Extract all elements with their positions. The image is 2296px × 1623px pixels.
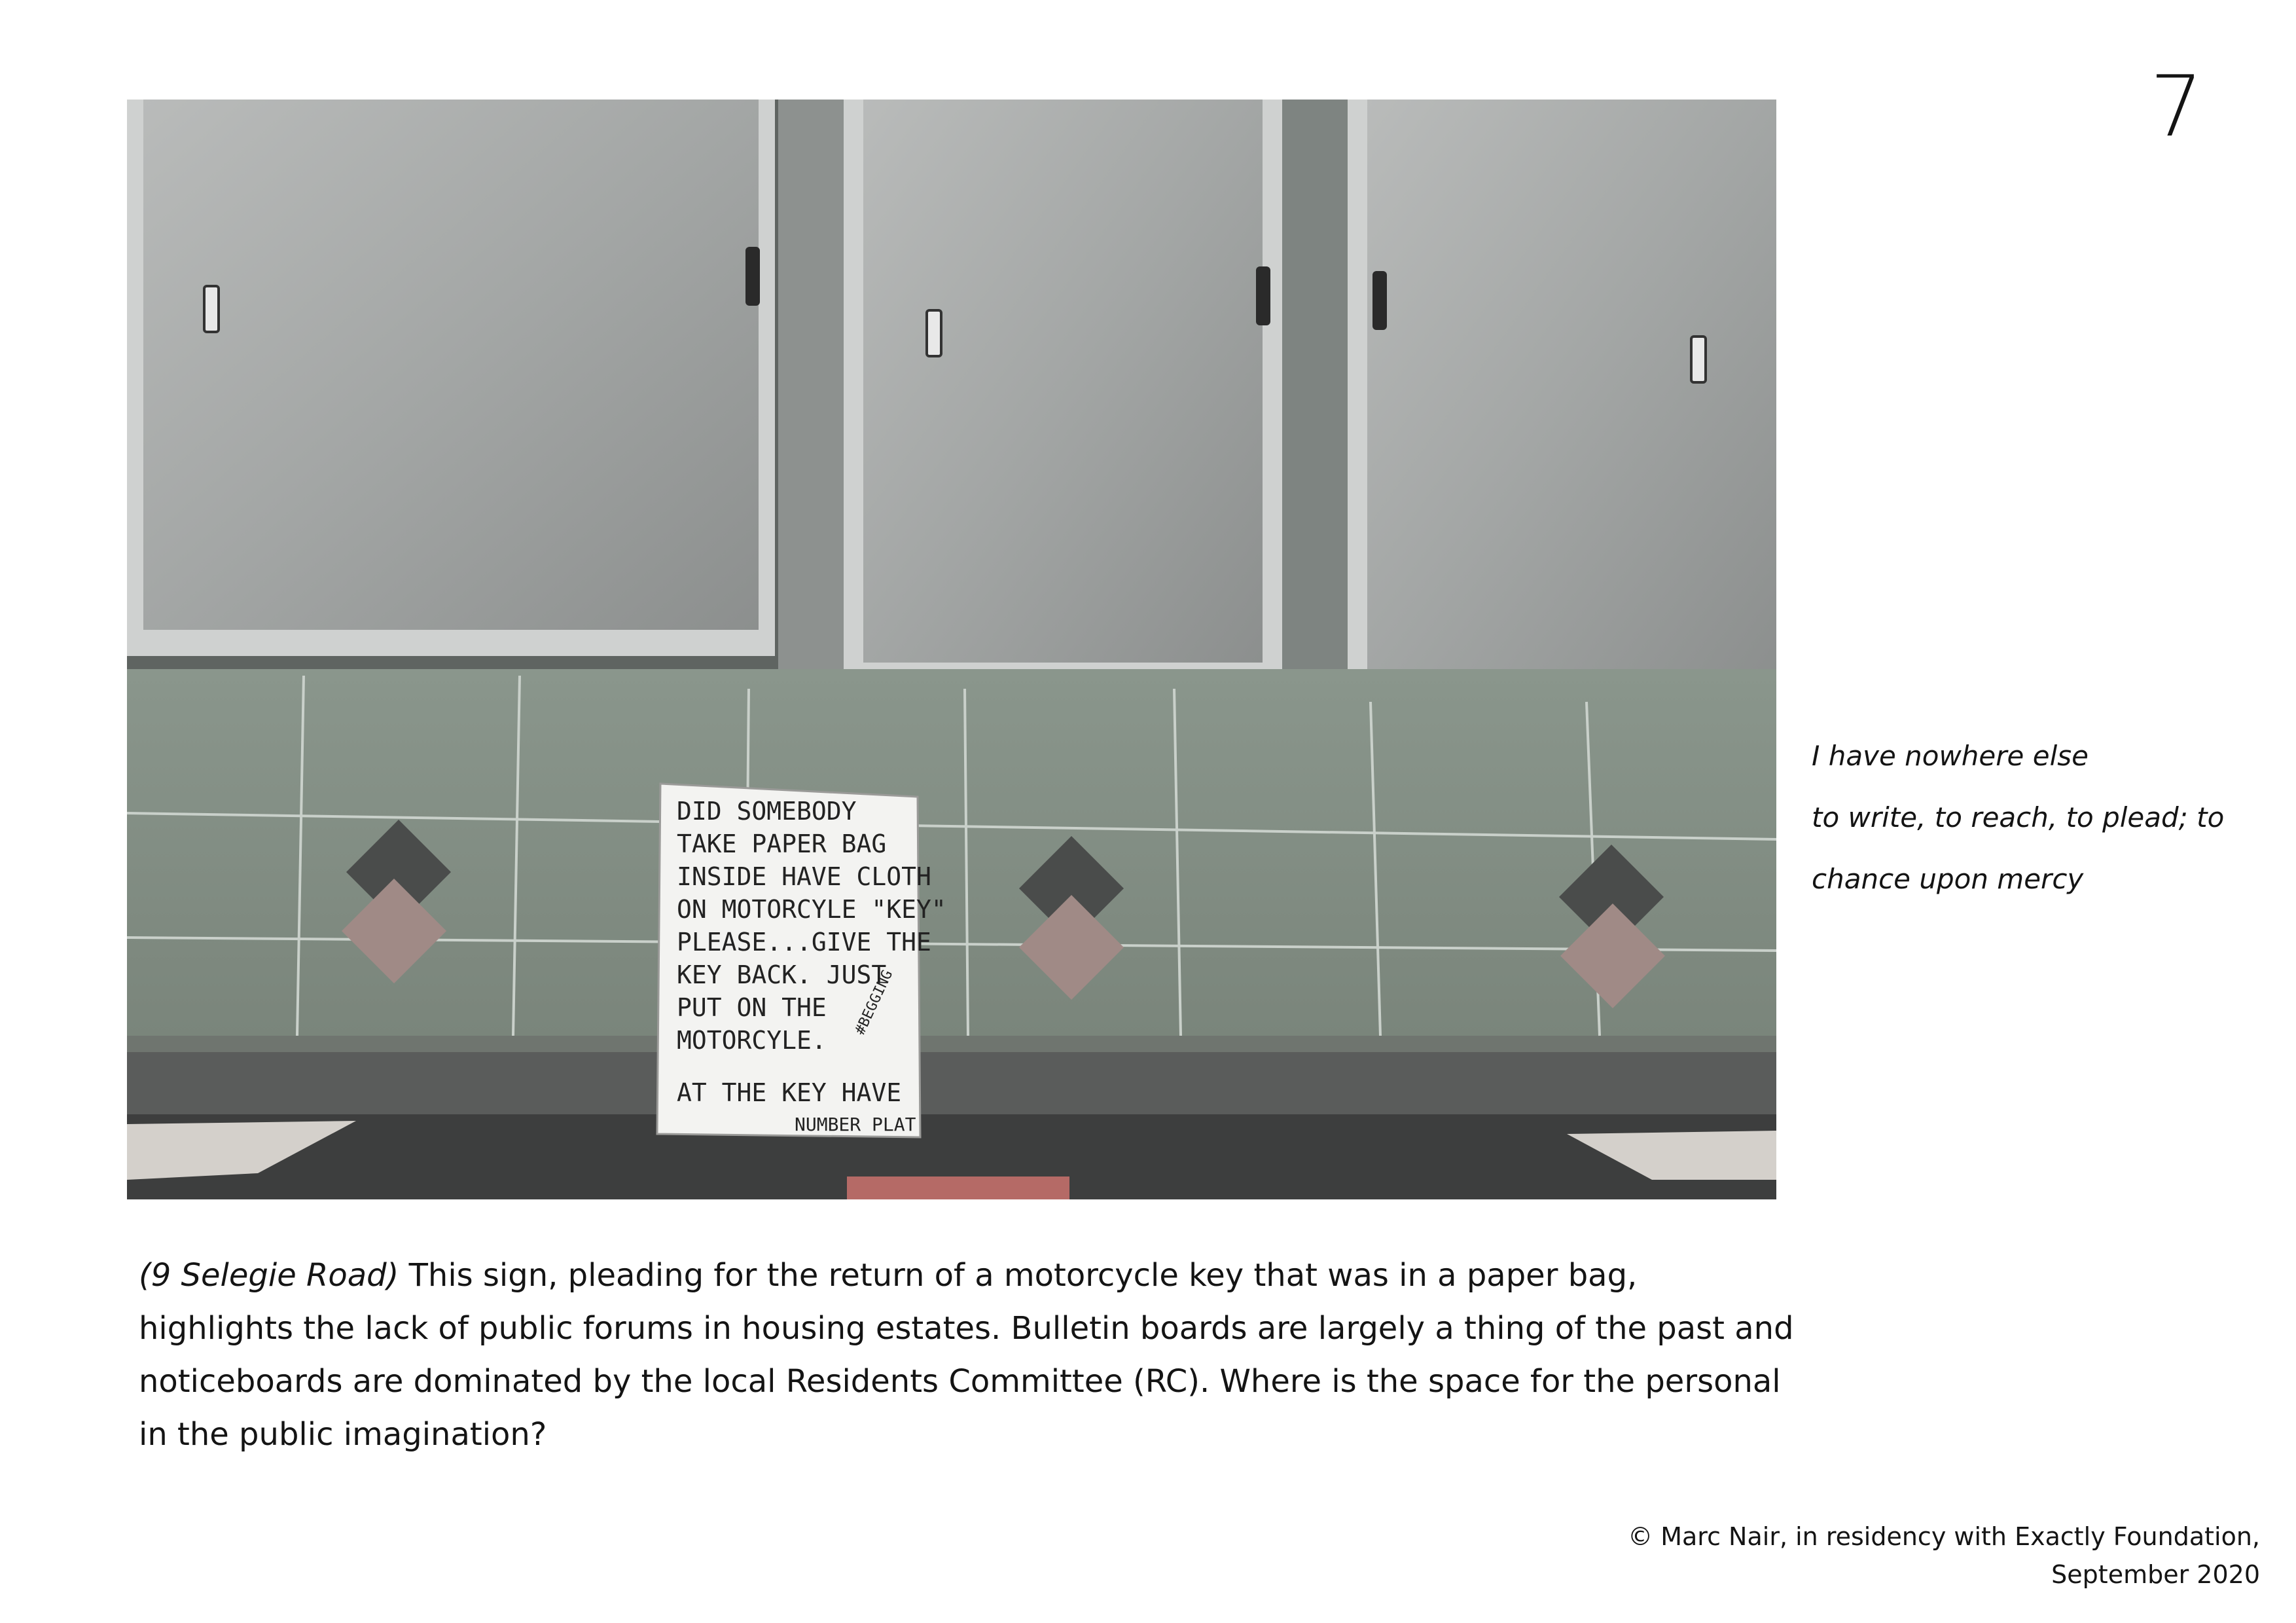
credit-date: September 2020 [2051, 1560, 2260, 1589]
sign-line: PLEASE...GIVE THE [677, 928, 931, 957]
sign-side-note: #BEGGING [852, 967, 897, 1038]
sign-line: NUMBER PLAT [795, 1114, 916, 1135]
photo-caption [139, 1249, 1795, 1461]
sign-line: MOTORCYLE. [677, 1026, 827, 1055]
sign-line: ON MOTORCYLE "KEY" [677, 895, 946, 924]
page-number: 7 [2149, 58, 2203, 156]
sign-line: INSIDE HAVE CLOTH [677, 862, 931, 891]
poem [1812, 725, 2244, 910]
copyright-credit [1628, 1518, 2260, 1594]
caption-location: (9 Selegie Road) [139, 1257, 399, 1294]
sign-line: AT THE KEY HAVE [677, 1078, 902, 1107]
credit-line: © Marc Nair, in residency with Exactly Foundation, [1628, 1522, 2260, 1551]
poem-line: I have nowhere else [1812, 740, 2089, 772]
sign-line: DID SOMEBODY [677, 797, 857, 826]
sign-line: KEY BACK. JUST [677, 960, 887, 989]
caption-text: This sign, pleading for the return of a motorcycle key that was in a paper bag, highlights the lack of public forums in housing estates. Bulletin boards are largely a thing of the past and noticeboards are dominated by the local Residents Committee (RC). Where is the space for the personal in the public imagination? [139, 1257, 1794, 1453]
poem-line: to write, to reach, to plead; to [1812, 801, 2225, 833]
photo [127, 100, 1776, 1199]
sign-line: PUT ON THE [677, 993, 827, 1022]
poem-line: chance upon mercy [1812, 863, 2084, 895]
photo-scene [127, 100, 1776, 1199]
sign-line: TAKE PAPER BAG [677, 830, 887, 858]
